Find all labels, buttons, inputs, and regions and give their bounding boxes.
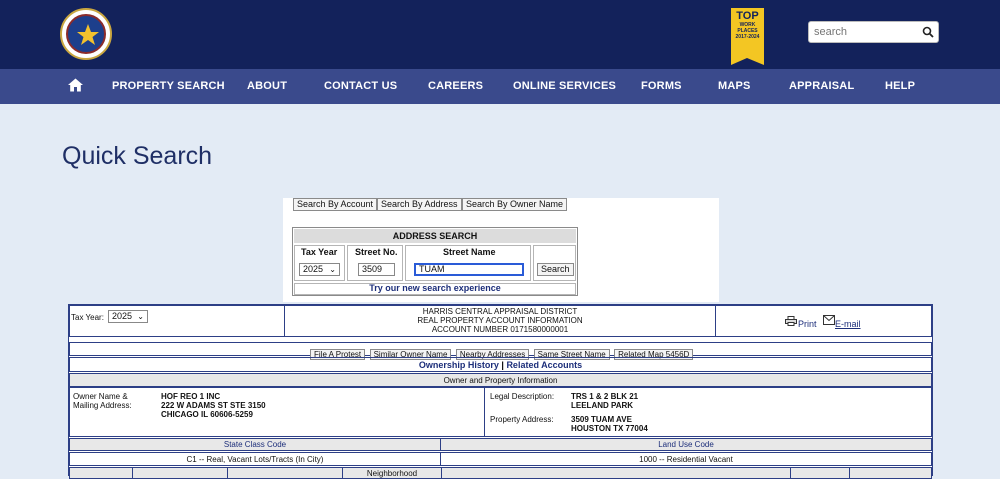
- search-icon[interactable]: [922, 26, 934, 38]
- legal-description-label: Legal Description:: [490, 392, 555, 401]
- nav-online-services[interactable]: ONLINE SERVICES: [513, 80, 617, 92]
- tax-year-select[interactable]: 2025 ⌄: [299, 263, 340, 276]
- property-address-line1: 3509 TUAM AVE: [571, 415, 632, 424]
- file-a-protest-button[interactable]: File A Protest: [310, 349, 365, 360]
- printer-icon[interactable]: [785, 316, 797, 326]
- owner-address-line1: 222 W ADAMS ST STE 3150: [161, 401, 266, 410]
- nav-forms[interactable]: FORMS: [641, 80, 682, 92]
- site-search[interactable]: [808, 21, 939, 43]
- state-class-code-label: State Class Code: [223, 440, 287, 449]
- nav-appraisal[interactable]: APPRAISAL: [789, 80, 855, 92]
- state-class-code-value: C1 -- Real, Vacant Lots/Tracts (In City): [186, 455, 324, 464]
- star-icon: [76, 23, 100, 47]
- street-name-label: Street Name: [443, 247, 496, 257]
- property-address-label: Property Address:: [490, 415, 554, 424]
- account-detail: Tax Year: 2025 ⌄ HARRIS CENTRAL APPRAISAL DISTRICT REAL PROPERTY ACCOUNT INFORMATION ACCOUNT NUMBER 0171580000001 Print E-mail File A Protest Similar Owner Name Nearby Addresses Same Street Name Related Map 5456D Ownership History | Related Accounts Owner and Property Information Owner Name & Mailing Address: HOF REO 1 INC 222 W ADAMS ST STE 3150 CHICAGO IL 60606-5259 Legal Description: TRS 1 & 2 BLK 21 LEELAND PARK Property Address: 3509 TUAM AVE HOUSTON TX 77004 State Class Code Land Use Code C1 -- Real, Vacant Lots/Tracts (In City) 1000 -- Residential Vacant Neighborhood: [68, 304, 933, 476]
- tab-search-by-account[interactable]: Search By Account: [293, 198, 377, 211]
- related-map-button[interactable]: Related Map 5456D: [614, 349, 693, 360]
- search-button[interactable]: Search: [537, 263, 574, 276]
- main-nav: [0, 69, 1000, 104]
- district-name: HARRIS CENTRAL APPRAISAL DISTRICT: [422, 307, 578, 316]
- print-link[interactable]: Print: [798, 319, 817, 329]
- similar-owner-name-button[interactable]: Similar Owner Name: [370, 349, 452, 360]
- home-icon[interactable]: [68, 78, 83, 92]
- street-name-input[interactable]: TUAM: [414, 263, 524, 276]
- page-title: Quick Search: [62, 142, 213, 170]
- legal-line1: TRS 1 & 2 BLK 21: [571, 392, 639, 401]
- address-search-form: [292, 227, 578, 296]
- hcad-seal-logo[interactable]: [60, 8, 112, 60]
- nav-careers[interactable]: CAREERS: [428, 80, 484, 92]
- neighborhood-label: Neighborhood: [366, 469, 418, 478]
- top-workplaces-badge: TOP WORK PLACES 2017-2024: [731, 8, 764, 65]
- street-no-label: Street No.: [355, 247, 398, 257]
- nav-maps[interactable]: MAPS: [718, 80, 751, 92]
- land-use-code-label: Land Use Code: [658, 440, 714, 449]
- tax-year-label: Tax Year:: [71, 313, 104, 322]
- tab-search-by-owner-name[interactable]: Search By Owner Name: [462, 198, 567, 211]
- email-icon[interactable]: [823, 315, 835, 325]
- related-accounts-link[interactable]: Related Accounts: [506, 360, 583, 370]
- section-title: Owner and Property Information: [443, 376, 558, 385]
- search-input[interactable]: [812, 24, 920, 40]
- new-search-experience-link[interactable]: Try our new search experience: [369, 283, 501, 293]
- account-tax-year-select[interactable]: 2025 ⌄: [108, 310, 148, 323]
- account-info-title: REAL PROPERTY ACCOUNT INFORMATION: [417, 316, 583, 325]
- land-use-code-value: 1000 -- Residential Vacant: [639, 455, 733, 464]
- tax-year-label: Tax Year: [301, 247, 338, 257]
- address-search-heading: ADDRESS SEARCH: [294, 229, 576, 243]
- same-street-name-button[interactable]: Same Street Name: [534, 349, 610, 360]
- ownership-history-link[interactable]: Ownership History: [418, 360, 499, 370]
- chevron-down-icon: ⌄: [329, 265, 336, 274]
- owner-label: Owner Name &: [73, 392, 128, 401]
- nav-property-search[interactable]: PROPERTY SEARCH: [112, 80, 225, 92]
- property-address-line2: HOUSTON TX 77004: [571, 424, 648, 433]
- street-no-input[interactable]: 3509: [358, 263, 395, 276]
- owner-address-line2: CHICAGO IL 60606-5259: [161, 410, 253, 419]
- site-header: [0, 0, 1000, 69]
- nav-about[interactable]: ABOUT: [247, 80, 288, 92]
- nav-contact-us[interactable]: CONTACT US: [324, 80, 398, 92]
- account-number: ACCOUNT NUMBER 0171580000001: [431, 325, 569, 334]
- tab-search-by-address[interactable]: Search By Address: [377, 198, 462, 211]
- nearby-addresses-button[interactable]: Nearby Addresses: [456, 349, 529, 360]
- chevron-down-icon: ⌄: [137, 312, 144, 321]
- email-link[interactable]: E-mail: [835, 319, 861, 329]
- owner-name: HOF REO 1 INC: [161, 392, 221, 401]
- nav-help[interactable]: HELP: [885, 80, 916, 92]
- legal-line2: LEELAND PARK: [571, 401, 634, 410]
